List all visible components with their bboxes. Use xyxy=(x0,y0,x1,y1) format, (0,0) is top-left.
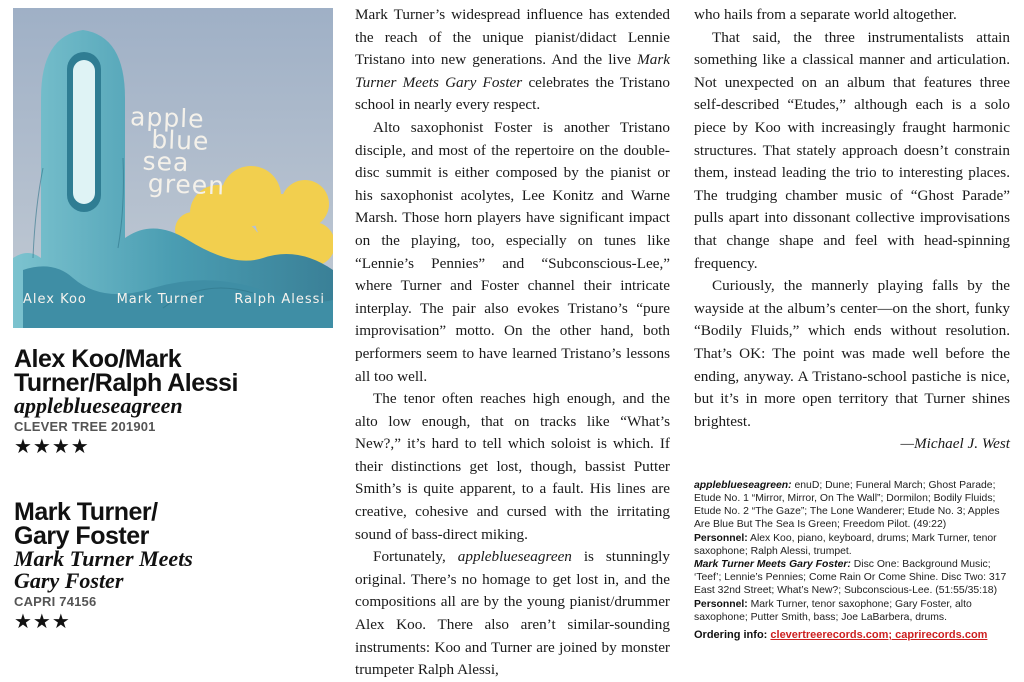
album-reference: Mark Turner Meets Gary Foster xyxy=(355,51,670,91)
cover-title-line: sea xyxy=(142,146,190,178)
cover-title-line: apple xyxy=(129,102,206,134)
personnel-2 xyxy=(694,599,1012,625)
album-title-line: Gary Foster xyxy=(14,568,124,593)
personnel-label: Personnel: xyxy=(694,599,748,611)
track-list: enuD; Dune; Funeral March; Ghost Parade; Etude No. 1 “Mirror, Mirror, On The Wall”; Dormilon; Bodily Fluids; Etude No. 2 “The Gaze”; The Lone Wanderer; Etude No. 3; Apples Are Blue But The Sea Is Green; Freedom Pilot. (49:22) xyxy=(694,480,1000,530)
ordering-info xyxy=(694,629,1012,642)
tracklist-1 xyxy=(694,480,1012,532)
text-run: is stunningly original. There’s no homage to get lost in, and the compositions all are by the young pianist/drummer Alex Koo. There also aren’t similar-sounding instruments: Koo and Turner are joined by monster trumpeter Ralph Alessi, xyxy=(355,548,670,679)
artist-name xyxy=(14,500,344,548)
artist-name-line: Gary Foster xyxy=(14,522,149,550)
personnel-1 xyxy=(694,533,1012,559)
paragraph: Alto saxophonist Foster is another Tristano disciple, and most of the repertoire on the double-disc summit is either composed by the pianist or his saxophonist acolytes, Lee Konitz and Warne Marsh. Those horn players have significant impact on the playing, too, especially on tunes like “Lennie’s Pennies” and “Subconscious-Lee,” where Turner and Foster channel their intricate interplay. The pair also evokes Tristano’s “pure improvisation” motto. On the other hand, both performers seem to have learned Tristano’s lessons all too well. xyxy=(355,118,670,385)
ordering-label: Ordering info: xyxy=(694,628,771,641)
cover-credit: Mark Turner xyxy=(116,292,205,307)
tracklist-2 xyxy=(694,559,1012,598)
personnel-list: Alex Koo, piano, keyboard, drums; Mark Turner, tenor saxophone; Ralph Alessi, trumpet. xyxy=(694,532,997,557)
artist-name: Alex Koo/Mark Turner/Ralph Alessi xyxy=(14,345,238,397)
text-run: celebrates the Tristano school in nearly every respect. xyxy=(355,73,670,114)
artist-name-line: Mark Turner/ xyxy=(14,498,158,526)
cover-credit: Ralph Alessi xyxy=(234,292,325,307)
track-list: Disc One: Background Music; ‘Teef’; Lennie’s Pennies; Come Rain Or Come Shine. Disc Two: 317 East 32nd Street; What’s New?; Subconscious-Lee. (51:55/35:18) xyxy=(694,559,1007,597)
reviewer-signature: —Michael J. West xyxy=(900,435,1010,453)
paragraph xyxy=(355,4,670,117)
paragraph xyxy=(355,546,670,682)
review-header-2 xyxy=(14,500,344,633)
personnel-list: Mark Turner, tenor saxophone; Gary Foster, alto saxophone; Putter Smith, bass; Joe LaBarbera, drums. xyxy=(694,599,972,624)
paragraph: Curiously, the mannerly playing falls by the wayside at the album’s center—on the short, funky “Bodily Fluids,” which ends without resolution. That’s OK: The point was made well before the ending, anyway. A Tristano-school pastiche is nice, but it’s in more open territory that Turner shines brightest. xyxy=(694,277,1010,430)
cover-title xyxy=(127,102,240,201)
album-credits xyxy=(694,480,1012,643)
cover-title-line: green xyxy=(147,168,226,201)
album-title-line: Mark Turner Meets xyxy=(14,546,193,571)
album-title xyxy=(14,548,344,592)
cover-title-line: blue xyxy=(150,124,210,156)
record-label: CLEVER TREE 201901 xyxy=(14,419,156,434)
star-rating: ★★★ xyxy=(14,611,71,633)
text-run: Fortunately, xyxy=(373,548,458,566)
album-title: appleblueseagreen xyxy=(14,393,183,418)
cover-credits xyxy=(23,292,325,307)
star-rating: ★★★★ xyxy=(14,436,90,458)
text-run: Mark Turner’s widespread influence has extended the reach of the unique pianist/didact Lennie Tristano into new generations. And the live xyxy=(355,6,670,69)
credits-album-title: Mark Turner Meets Gary Foster: xyxy=(694,559,851,571)
review-column-2 xyxy=(694,4,1010,456)
record-label: CAPRI 74156 xyxy=(14,594,97,609)
paragraph: who hails from a separate world altogether. xyxy=(694,6,957,23)
album-reference: appleblueseagreen xyxy=(457,548,572,566)
credits-album-title: appleblueseagreen: xyxy=(694,480,792,491)
paragraph: The tenor often reaches high enough, and the alto low enough, that on tracks like “What’s New?,” it’s hard to tell which soloist is which. If their distinctions get lost, though, bassist Putter Smith’s is quite apparent, to a fault. His lines are creative, cohesive and cursed with the irritating sound of bass-direct miking. xyxy=(355,390,670,543)
cover-credit: Alex Koo xyxy=(23,292,87,307)
ordering-link[interactable]: clevertreerecords.com; caprirecords.com xyxy=(770,628,988,641)
review-column-1 xyxy=(355,4,670,682)
album-cover xyxy=(13,8,333,328)
personnel-label: Personnel: xyxy=(694,532,748,544)
paragraph: That said, the three instrumentalists attain something like a classical manner and articulation. Not unexpected on an album that features three self-described “Etudes,” although each is a solo piece by Koo with increasingly fraught harmonic structures. That stately approach doesn’t constrain them, instead leading the trio to interesting places. The trudging chamber music of “Ghost Parade” pulls apart into dissonant collective improvisations that change shape and feel with head-spinning frequency. xyxy=(694,28,1010,272)
review-header-1 xyxy=(14,347,344,458)
